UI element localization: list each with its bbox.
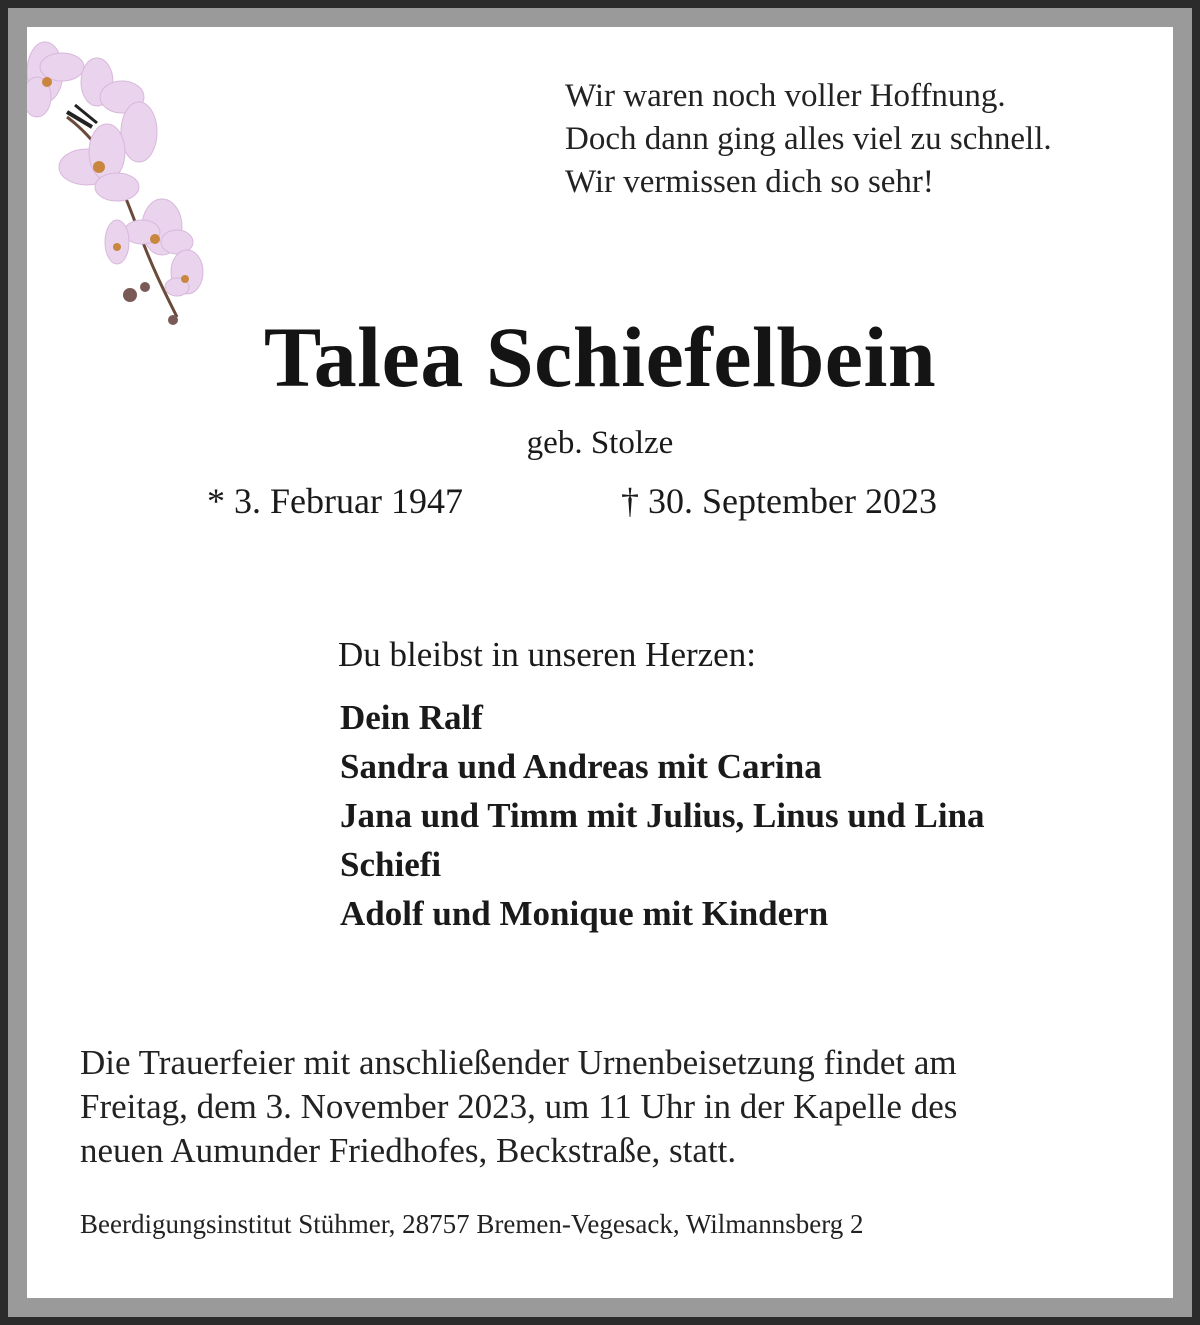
maiden-name: geb. Stolze: [526, 425, 674, 461]
quote-line: Doch dann ging alles viel zu schnell.: [565, 121, 1052, 157]
obituary-notice: [27, 27, 1173, 1298]
ceremony-info: [80, 1041, 957, 1173]
ceremony-line: neuen Aumunder Friedhofes, Beckstraße, statt.: [80, 1131, 737, 1170]
ceremony-line: Freitag, dem 3. November 2023, um 11 Uhr in der Kapelle des: [80, 1087, 958, 1126]
quote-line: Wir waren noch voller Hoffnung.: [565, 78, 1006, 114]
quote-line: Wir vermissen dich so sehr!: [565, 164, 934, 200]
mourners-intro: Du bleibst in unseren Herzen:: [338, 635, 756, 674]
deceased-name: Talea Schiefelbein: [263, 309, 937, 405]
death-date: † 30. September 2023: [621, 481, 937, 521]
undertaker-info: Beerdigungsinstitut Stühmer, 28757 Bremen-Vegesack, Wilmannsberg 2: [80, 1209, 864, 1239]
orchid-icon: [27, 27, 227, 337]
mourner-name: Jana und Timm mit Julius, Linus und Lina: [340, 796, 985, 835]
ceremony-line: Die Trauerfeier mit anschließender Urnenbeisetzung findet am: [80, 1043, 957, 1082]
mourner-name: Dein Ralf: [340, 698, 483, 737]
mourner-name: Schiefi: [340, 845, 442, 884]
birth-date: * 3. Februar 1947: [207, 481, 463, 521]
mourner-name: Adolf und Monique mit Kindern: [340, 894, 829, 933]
mourners-list: [340, 693, 985, 938]
mourner-name: Sandra und Andreas mit Carina: [340, 747, 822, 786]
memorial-quote: [565, 75, 1052, 204]
